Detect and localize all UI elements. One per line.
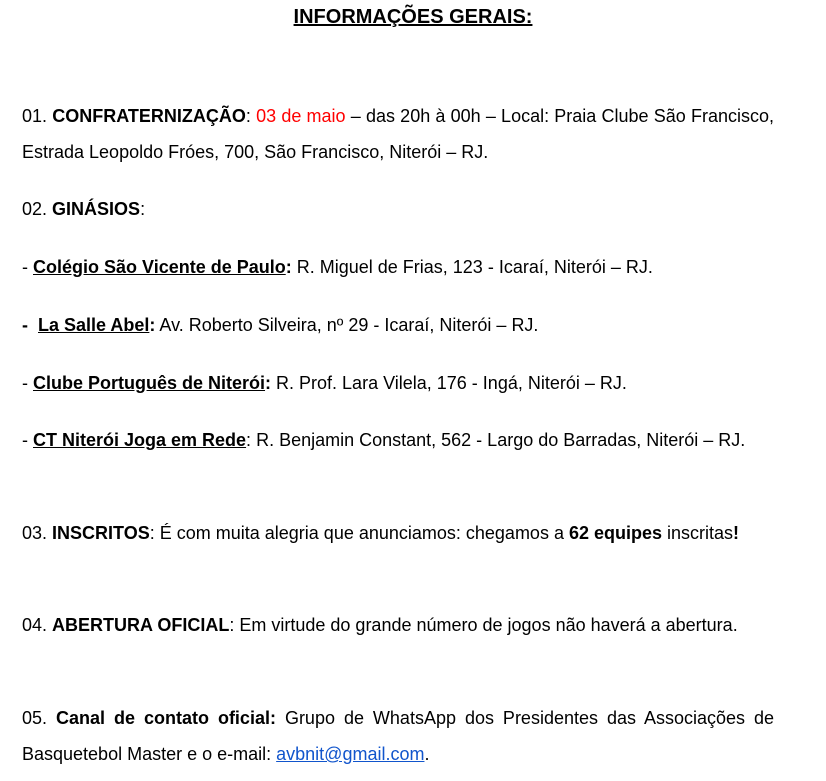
gym-address: R. Benjamin Constant, 562 - Largo do Barradas, Niterói – RJ.	[251, 430, 746, 450]
item-number: 02.	[22, 199, 48, 219]
item-number: 05.	[22, 708, 48, 728]
gym-item: - Colégio São Vicente de Paulo: R. Miguel de Frias, 123 - Icaraí, Niterói – RJ.	[22, 257, 653, 277]
gym-name: La Salle Abel	[38, 315, 150, 335]
gym-address: Av. Roberto Silveira, nº 29 - Icaraí, Niterói – RJ.	[155, 315, 539, 335]
item-label: ABERTURA OFICIAL	[52, 615, 230, 635]
page-title: INFORMAÇÕES GERAIS:	[293, 6, 533, 28]
teams-count: 62 equipes	[568, 523, 663, 543]
item-label: Canal de contato oficial:	[56, 708, 276, 728]
item-number: 01.	[22, 106, 48, 126]
item-ginasios: 02. GINÁSIOS:	[22, 199, 146, 219]
item-label: GINÁSIOS	[52, 199, 141, 219]
item-number: 04.	[22, 615, 48, 635]
item-confraternizacao: 01. CONFRATERNIZAÇÃO: 03 de maio – das 20h à 00h – Local: Praia Clube São Francisco, Estrada Leopoldo Fróes, 700, São Francisco, Niterói – RJ.	[22, 106, 774, 162]
event-date: 03 de maio	[256, 106, 346, 126]
gym-item: - La Salle Abel: Av. Roberto Silveira, nº 29 - Icaraí, Niterói – RJ.	[22, 315, 539, 335]
gym-name: CT Niterói Joga em Rede	[33, 430, 247, 450]
gym-item: - Clube Português de Niterói: R. Prof. Lara Vilela, 176 - Ingá, Niterói – RJ.	[22, 373, 627, 393]
item-label: INSCRITOS	[52, 523, 150, 543]
item-abertura: 04. ABERTURA OFICIAL: Em virtude do grande número de jogos não haverá a abertura.	[22, 615, 738, 635]
gym-address: R. Prof. Lara Vilela, 176 - Ingá, Niterói – RJ.	[271, 373, 627, 393]
email-link[interactable]: avbnit@gmail.com	[276, 744, 425, 764]
event-details: – das 20h à 00h – Local: Praia Clube São Francisco, Estrada Leopoldo Fróes, 700, São Francisco, Niterói – RJ.	[22, 106, 774, 162]
item-number: 03.	[22, 523, 48, 543]
item-contato: 05. Canal de contato oficial: Grupo de WhatsApp dos Presidentes das Associações de Basquetebol Master e o e-mail: avbnit@gmail.com.	[22, 708, 774, 764]
gym-name: Colégio São Vicente de Paulo	[33, 257, 286, 277]
gym-address: R. Miguel de Frias, 123 - Icaraí, Niterói – RJ.	[291, 257, 653, 277]
item-label: CONFRATERNIZAÇÃO	[52, 106, 246, 126]
gym-item: - CT Niterói Joga em Rede: R. Benjamin Constant, 562 - Largo do Barradas, Niterói – RJ.	[22, 430, 746, 450]
item-inscritos: 03. INSCRITOS: É com muita alegria que anunciamos: chegamos a 62 equipes inscritas!	[22, 523, 740, 543]
gym-name: Clube Português de Niterói	[33, 373, 266, 393]
